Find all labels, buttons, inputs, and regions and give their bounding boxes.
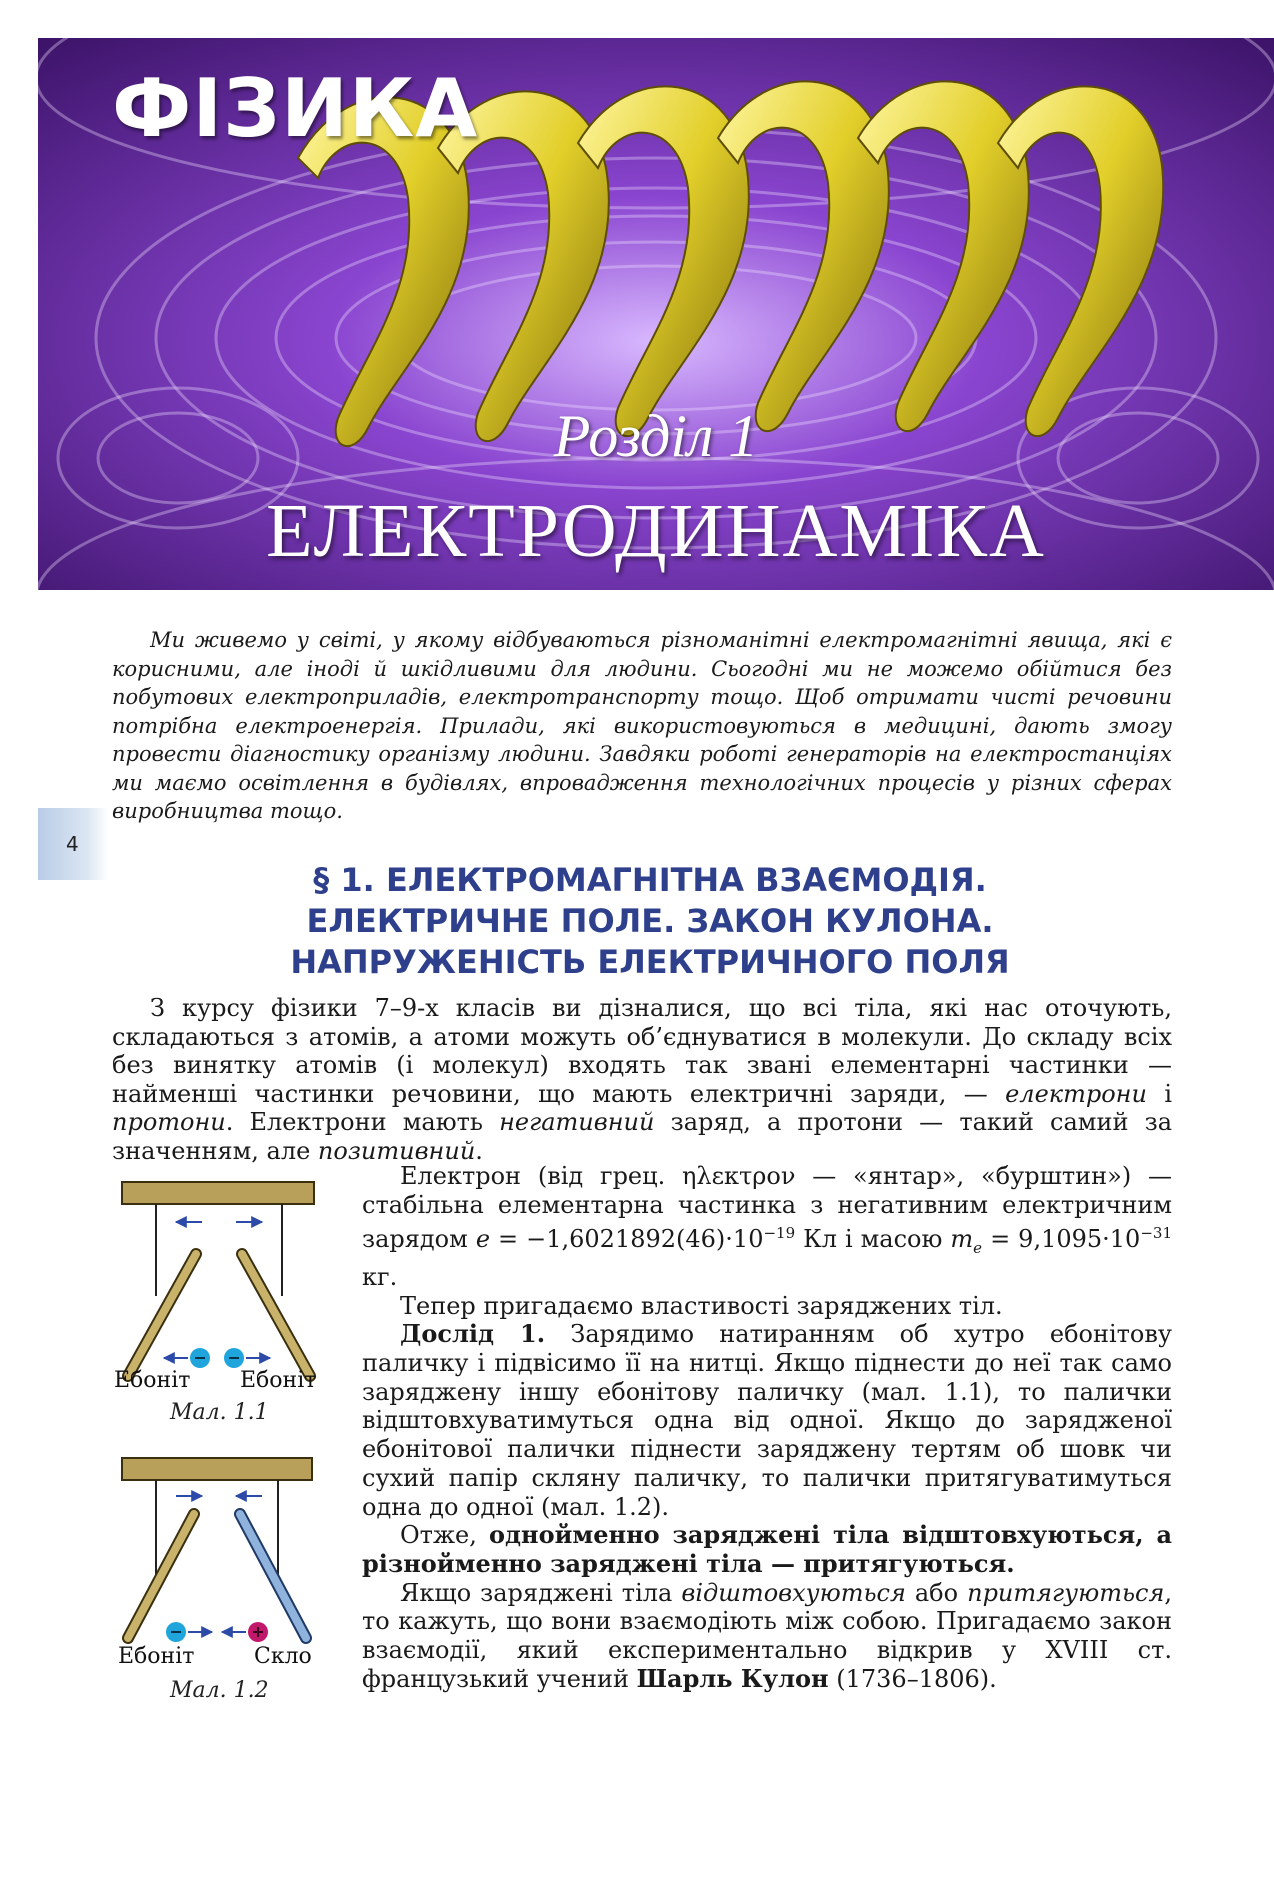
- text-run: Зарядимо натиранням об хутро ебонітову паличку і підвісимо її на нитці. Якщо піднести до неї так само заряджену іншу ебонітову паличку (мал. 1.1), то палички відштовхуватимуться одна від одної. Якщо до зарядженої ебонітової палички піднести заряджену тертям об шовк чи сухий папір скляну паличку, то палички притягуватимуться одна до одної (мал. 1.2).: [362, 1320, 1173, 1521]
- chapter-banner: [38, 38, 1274, 590]
- text-run: З курсу фізики 7–9-х класів ви дізналися, що всі тіла, які нас оточують, складаються з атомів, а атоми можуть об’єднуватися в молекули. До складу всіх без винятку атомів (і молекул) входять так звані елементарні частинки — найменші частинки речовини, що мають електричні заряди, —: [112, 994, 1172, 1108]
- fig1-left-label: Ебоніт: [114, 1368, 191, 1393]
- fig2-right-label: Скло: [254, 1644, 312, 1669]
- fig2-left-label: Ебоніт: [118, 1644, 195, 1669]
- section-title-line-3: НАПРУЖЕНІСТЬ ЕЛЕКТРИЧНОГО ПОЛЯ: [290, 943, 1010, 981]
- paragraph-experiment: [362, 1320, 1172, 1521]
- text-run: (1736–1806).: [828, 1664, 997, 1693]
- scientist-name: Шарль Кулон: [636, 1663, 829, 1693]
- term-attract: притягуються: [967, 1578, 1165, 1607]
- text-run: Кл і масою: [795, 1225, 951, 1254]
- text-run: . Електрони мають: [225, 1108, 500, 1136]
- text-run: = 9,1095·10: [982, 1225, 1141, 1254]
- chapter-number: Розділ 1: [553, 403, 759, 469]
- figure-1-2-attraction: [112, 1452, 332, 1652]
- page-number-tab: 4: [38, 808, 108, 880]
- exponent: −19: [763, 1224, 796, 1243]
- conclusion-bold: однойменно заряджені тіла відштовхуються, а різнойменно заряджені тіла — притягуються.: [362, 1520, 1172, 1578]
- paragraph-atoms: [112, 994, 1172, 1165]
- text-run: Якщо заряджені тіла: [400, 1578, 682, 1607]
- experiment-label: Дослід 1.: [400, 1319, 546, 1349]
- text-run: Електрон (від грец. ηλεκτρον — «янтар», «бурштин») — стабільна елементарна частинка з негативним електричним зарядом: [362, 1162, 1172, 1254]
- support-bar: [122, 1458, 312, 1480]
- fig1-caption: Мал. 1.1: [170, 1400, 269, 1425]
- fig2-caption: Мал. 1.2: [170, 1678, 269, 1703]
- support-bar: [122, 1182, 314, 1204]
- subscript: e: [973, 1239, 983, 1258]
- term-electrons: електрони: [1005, 1079, 1147, 1108]
- text-run: .: [475, 1136, 483, 1165]
- glass-rod: [240, 1514, 306, 1638]
- chapter-intro: Ми живемо у світі, у якому відбуваються різноманітні електромагнітні явища, які є корисними, але іноді й шкідливими для людини. Сьогодні ми не можемо обійтися без побутових електроприладів, електротранспорту тощо. Щоб отримати чисті речовини потрібна електроенергія. Прилади, які використовуються в медицині, дають змогу провести діагностику організму людини. Завдяки роботі генераторів на електростанціях ми маємо освітлення в будівлях, впровадження технологічних процесів у різних сферах виробництва тощо.: [112, 628, 1172, 823]
- text-run: заряд, а протони — такий самий за значенням, але: [112, 1108, 1173, 1165]
- paragraph-electron: [362, 1162, 1172, 1292]
- text-run: або: [905, 1578, 968, 1607]
- section-title-line-2: ЕЛЕКТРИЧНЕ ПОЛЕ. ЗАКОН КУЛОНА.: [306, 902, 994, 940]
- subject-title: ФІЗИКА: [112, 62, 479, 155]
- section-title-line-1: § 1. ЕЛЕКТРОМАГНІТНА ВЗАЄМОДІЯ.: [313, 861, 987, 899]
- text-run: = −1,6021892(46)·10: [490, 1225, 764, 1254]
- term-negative: негативний: [499, 1108, 655, 1136]
- text-run: Отже,: [400, 1521, 490, 1550]
- body-text-full-width: [112, 994, 1172, 1165]
- symbol-m: m: [950, 1225, 974, 1254]
- term-repel: відштовхуються: [681, 1578, 906, 1607]
- chapter-title: ЕЛЕКТРОДИНАМІКА: [266, 489, 1046, 573]
- section-title: [180, 860, 1120, 983]
- text-run: і: [1146, 1079, 1172, 1108]
- exponent: −31: [1140, 1224, 1172, 1243]
- fig1-right-label: Ебоніт: [240, 1368, 317, 1393]
- term-positive: позитивний: [317, 1136, 476, 1165]
- paragraph-recall: Тепер пригадаємо властивості заряджених тіл.: [400, 1291, 1003, 1320]
- paragraph-conclusion: [362, 1521, 1172, 1578]
- term-protons: протони: [112, 1108, 226, 1136]
- text-run: , то кажуть, що вони взаємодіють між собою. Пригадаємо закон взаємодії, який експериментально відкрив у XVIII ст. французький учений: [362, 1578, 1173, 1693]
- body-text-right-column: [362, 1162, 1172, 1693]
- text-run: кг.: [362, 1262, 398, 1291]
- symbol-e: e: [475, 1225, 491, 1254]
- paragraph-coulomb: [362, 1579, 1172, 1694]
- ebonite-rod: [128, 1514, 194, 1638]
- figure-1-1-repulsion: [112, 1176, 332, 1386]
